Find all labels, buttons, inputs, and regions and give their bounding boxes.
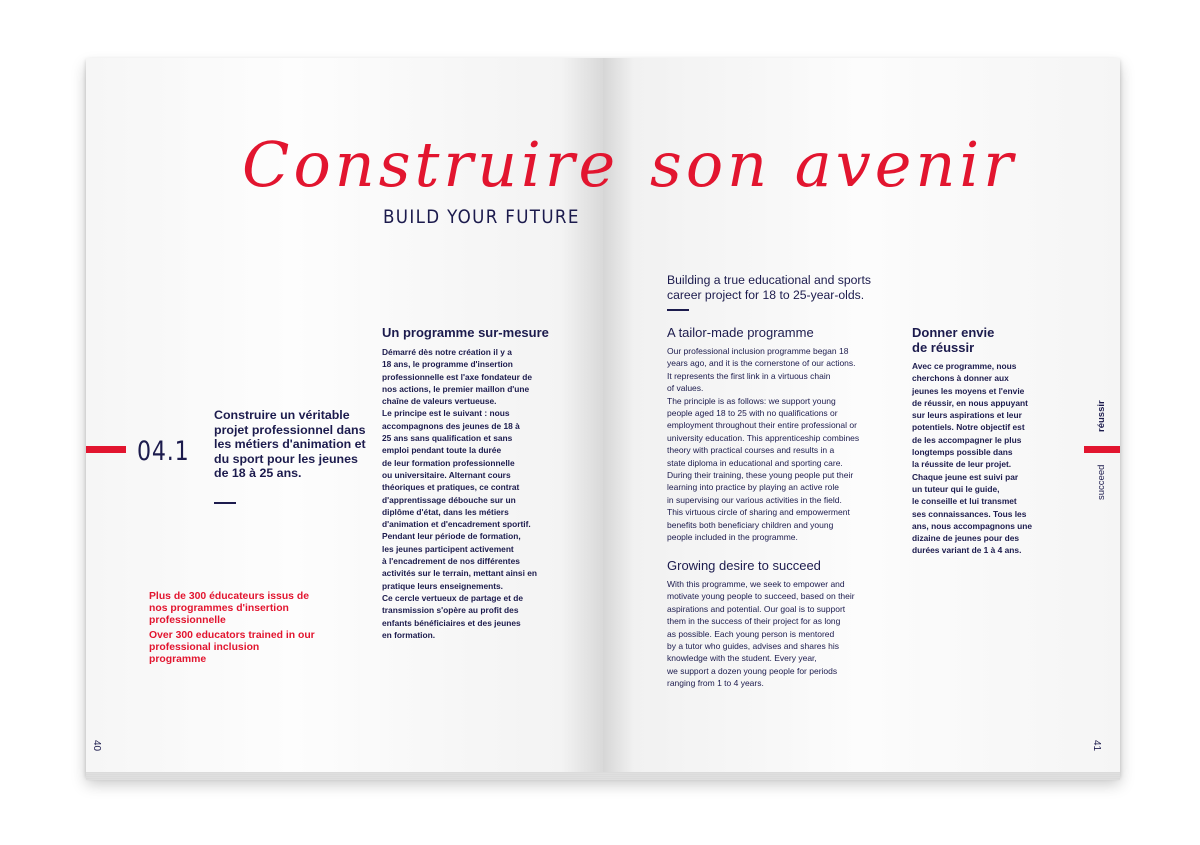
tab-marker-bar [1084,446,1120,453]
title-script-right: son avenir [650,128,1017,201]
heading-donner-envie-2: de réussir [912,340,975,355]
section-marker-bar [86,446,126,453]
heading-growing-desire: Growing desire to succeed [667,558,821,573]
section-number: 04.1 [137,436,190,467]
subtitle: BUILD YOUR FUTURE [383,206,580,228]
lead-left: Construire un véritable projet professionnel dans les métiers d'animation et du sport pour les jeunes de 18 à 25 ans. [214,408,366,480]
lead-left-dash [214,502,236,504]
heading-donner-envie-1: Donner envie [912,325,995,340]
tab-label-fr: réussir [1096,400,1107,432]
page-edge [86,772,1120,780]
body-programme-fr: Démarré dès notre création il y a 18 ans, le programme d'insertion professionnelle est l'axe fondateur de nos actions, le premier maillon d'une chaîne de valeurs vertueuse. Le principe est le suivant : nous accompagnons des jeunes de 18 à 25 ans sans qualification et sans emploi pendant toute la durée de leur formation professionnelle ou universitaire. Alternant cours théoriques et pratiques, ce contrat d'apprentissage débouche sur un diplôme d'état, dans les métiers d'animation et d'encadrement sportif. Pendant leur période de formation, les jeunes participent activement à l'encadrement de nos différentes activités sur le terrain, mettant ainsi en pratique leurs enseignements. Ce cercle vertueux de partage et de transmission s'opère au profit des enfants bénéficiaires et des jeunes en formation. [382,347,537,640]
folio-right: 41 [1091,740,1102,752]
lead-right-dash [667,309,689,311]
tab-label-en: succeed [1096,464,1107,500]
stat-en: Over 300 educators trained in our professional inclusion programme [149,630,315,665]
body-growing-desire: With this programme, we seek to empower and motivate young people to succeed, based on their aspirations and potential. Our goal is to support them in the success of their project for as long as possible. Each young person is mentored by a tutor who guides, advises and shares his knowledge with the student. Every year, we support a dozen young people for periods ranging from 1 to 4 years. [667,579,855,689]
heading-tailor-made: A tailor-made programme [667,325,814,340]
stat-fr: Plus de 300 éducateurs issus de nos programmes d'insertion professionnelle [149,591,309,626]
body-tailor-made: Our professional inclusion programme began 18 years ago, and it is the cornerstone of our actions. It represents the first link in a virtuous chain of values. The principle is as follows: we support young people aged 18 to 25 with no qualifications or employment throughout their entire professional or university education. This apprenticeship combines theory with practical courses and results in a state diploma in educational and sporting care. During their training, these young people put their learning into practice by playing an active role in supervising our various activities in the field. This virtuous circle of sharing and empowerment benefits both beneficiary children and young people included in the programme. [667,346,860,543]
folio-left: 40 [91,740,102,752]
heading-programme-fr: Un programme sur-mesure [382,325,549,340]
title-script-left: Construire [242,128,620,201]
lead-right: Building a true educational and sports career project for 18 to 25-year-olds. [667,273,871,302]
body-donner-envie: Avec ce programme, nous cherchons à donner aux jeunes les moyens et l'envie de réussir, en nous appuyant sur leurs aspirations et leur potentiels. Notre objectif est de les accompagner le plus longtemps possible dans la réussite de leur projet. Chaque jeune est suivi par un tuteur qui le guide, le conseille et lui transmet ses connaissances. Tous les ans, nous accompagnons une dizaine de jeunes pour des durées variant de 1 à 4 ans. [912,361,1033,556]
